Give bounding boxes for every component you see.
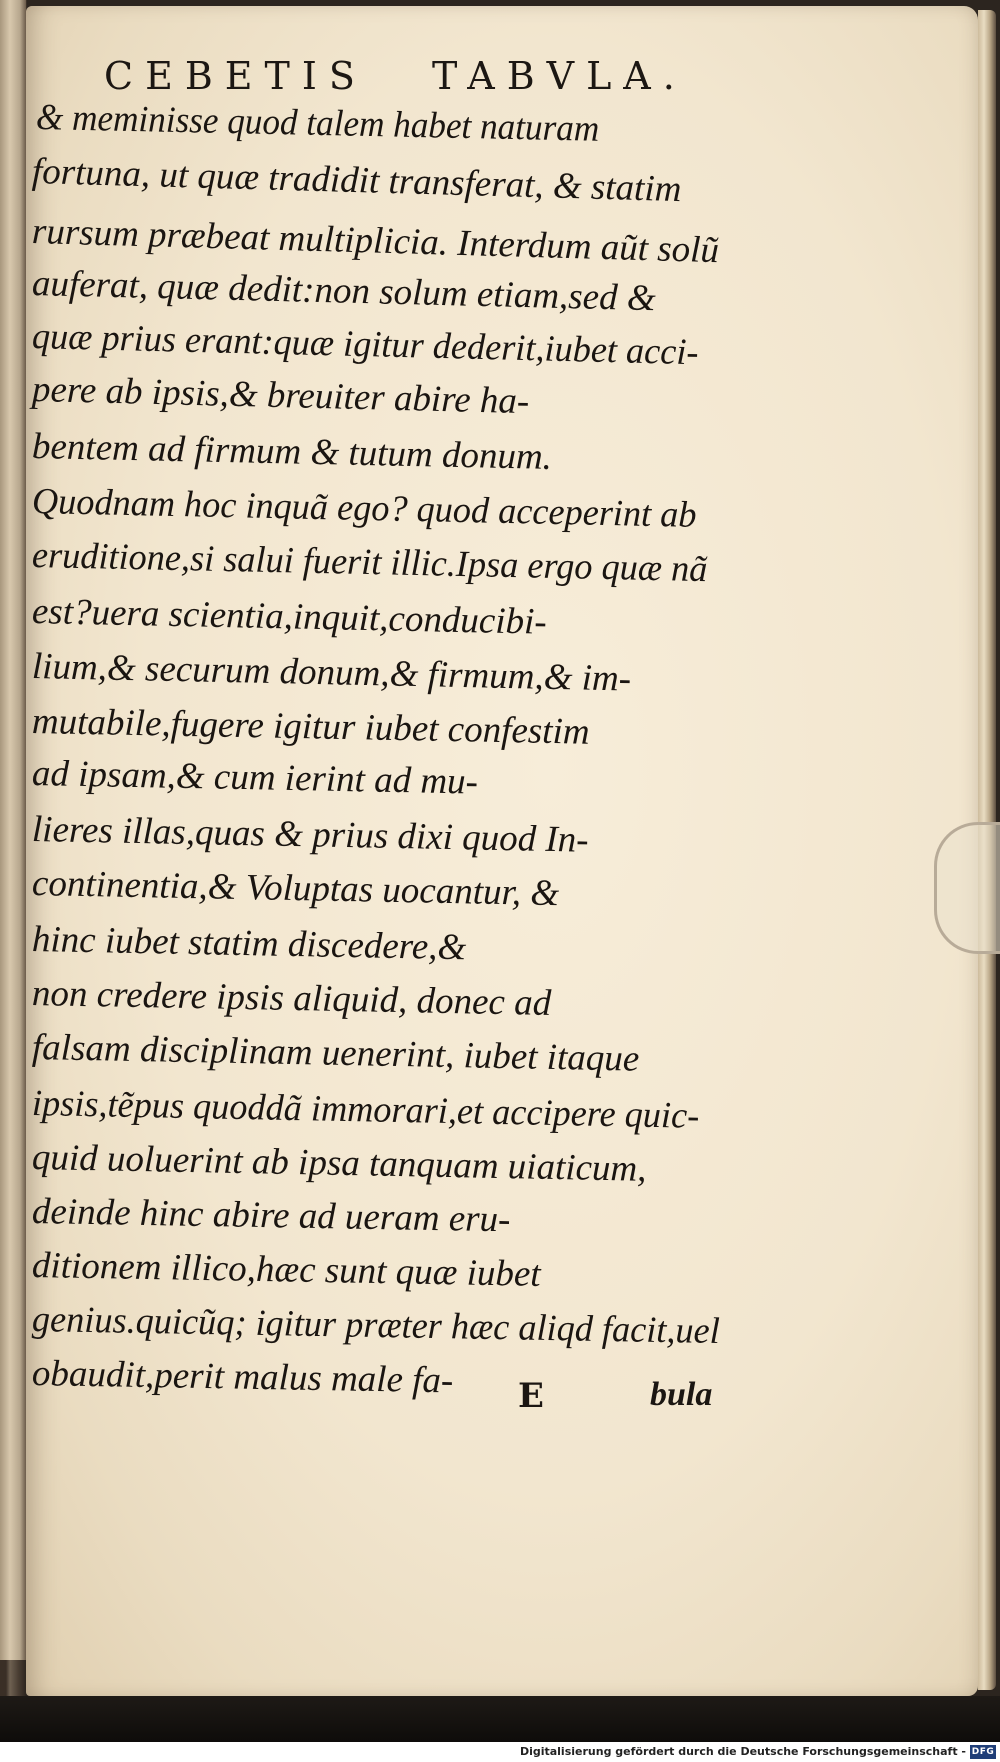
text-line: obaudit,perit malus male fa- [31, 1353, 454, 1402]
text-line: & meminisse quod talem habet naturam [35, 97, 600, 150]
text-line: Quodnam hoc inquã ego? quod acceperint ab [31, 481, 697, 536]
text-line: lium,& securum donum,& firmum,& im- [31, 646, 632, 700]
text-line: genius.quicũq; igitur præter hæc aliqd facit,uel [31, 1299, 721, 1353]
signature-mark: E [518, 1376, 544, 1416]
text-line: pere ab ipsis,& breuiter abire ha- [31, 369, 530, 423]
text-line: mutabile,fugere igitur iubet confestim [31, 701, 590, 753]
text-line: rursum præbeat multiplicia. Interdum aũt solũ [31, 211, 720, 272]
catchword: bula [650, 1376, 713, 1413]
text-line: bentem ad firmum & tutum donum. [31, 426, 553, 478]
text-line: lieres illas,quas & prius dixi quod In- [31, 809, 589, 861]
text-line: fortuna, ut quæ tradidit transferat, & statim [31, 151, 682, 211]
catchword-row [0, 1376, 1000, 1426]
text-line: ipsis,tẽpus quoddã immorari,et accipere quic- [31, 1083, 700, 1137]
text-line: auferat, quæ dedit:non solum etiam,sed & [31, 263, 657, 320]
funding-footer [0, 1742, 1000, 1762]
text-line: quæ prius erant:quæ igitur dederit,iubet acci- [31, 316, 700, 374]
running-head-left: CEBETIS [104, 54, 367, 98]
clasp-tab [934, 822, 1000, 954]
text-line: non credere ipsis aliquid, donec ad [31, 973, 552, 1024]
scan-bottom-band [0, 1696, 1000, 1742]
text-line: eruditione,si salui fuerit illic.Ipsa ergo quæ nã [31, 535, 708, 591]
text-line: ditionem illico,hæc sunt quæ iubet [31, 1245, 541, 1295]
text-line: est?uera scientia,inquit,conducibi- [31, 591, 548, 643]
text-line: falsam disciplinam uenerint, iubet itaque [31, 1027, 640, 1080]
text-line: continentia,& Voluptas uocantur, & [31, 863, 560, 915]
dfg-logo: DFG [971, 1747, 995, 1757]
text-line: deinde hinc abire ad ueram eru- [31, 1191, 511, 1241]
running-head-right: TABVLA. [432, 54, 687, 98]
text-line: ad ipsam,& cum ierint ad mu- [31, 753, 479, 803]
text-line: hinc iubet statim discedere,& [31, 919, 467, 969]
funding-credit: Digitalisierung gefördert durch die Deutsche Forschungsgemeinschaft - [519, 1745, 966, 1758]
text-line: quid uoluerint ab ipsa tanquam uiaticum, [31, 1137, 647, 1190]
